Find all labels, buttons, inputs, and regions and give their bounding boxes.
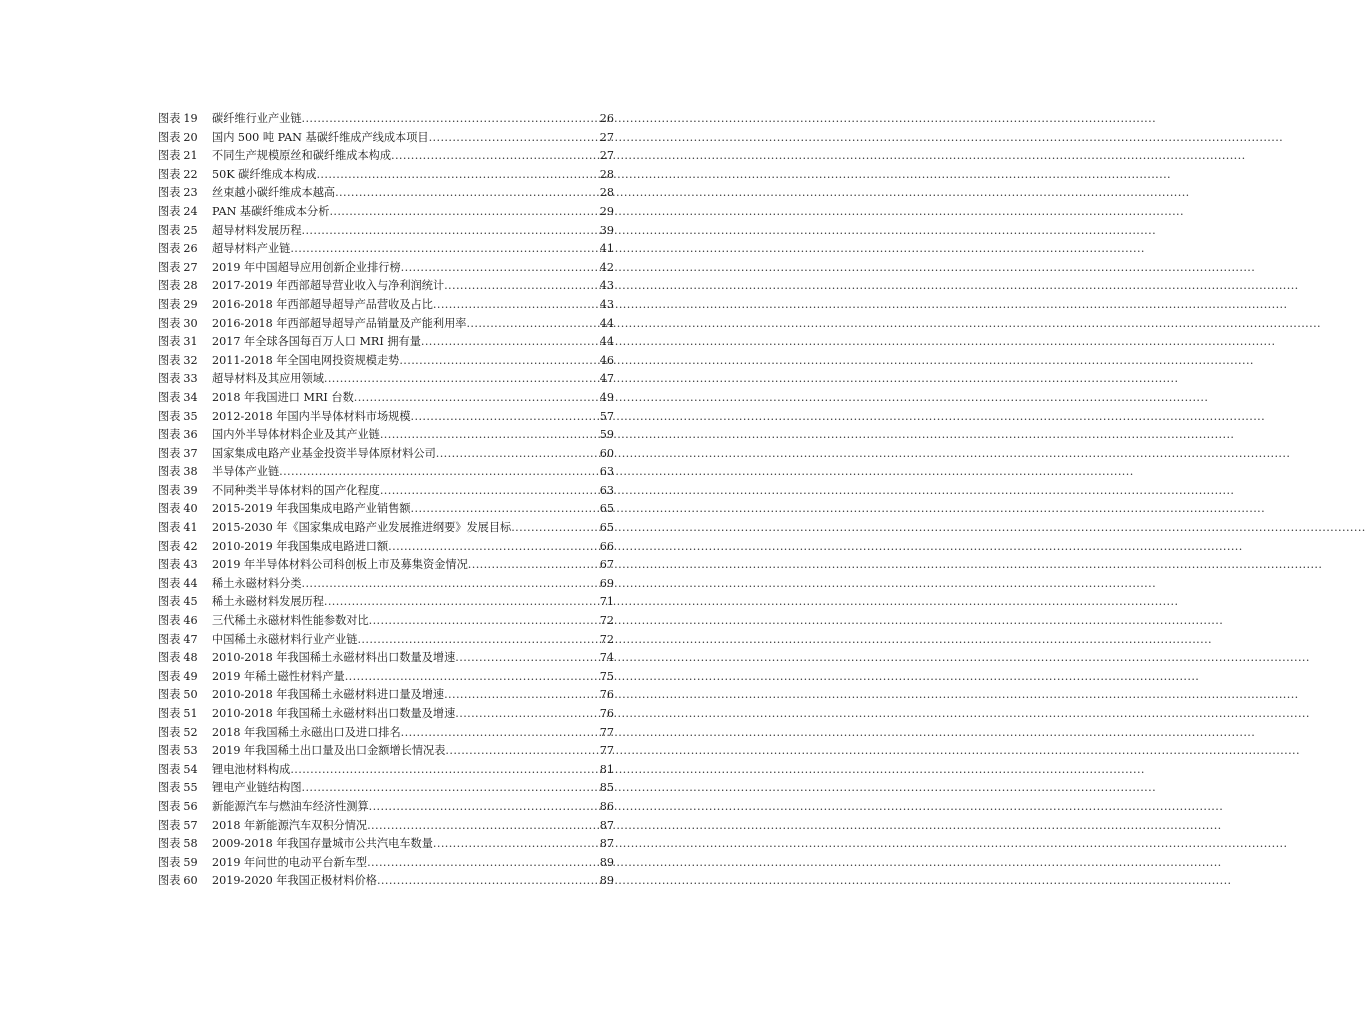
dot-leader bbox=[377, 872, 599, 891]
figure-title: 国内 500 吨 PAN 基碳纤维成产线成本项目 bbox=[212, 130, 429, 144]
figure-title: 2018 年我国进口 MRI 台数 bbox=[212, 390, 354, 404]
dot-leader bbox=[329, 203, 598, 222]
figure-label bbox=[158, 370, 212, 389]
toc-entry[interactable] bbox=[158, 761, 614, 780]
figure-label bbox=[158, 110, 212, 129]
figure-label bbox=[158, 315, 212, 334]
figure-number: 30 bbox=[183, 316, 198, 330]
page-number: 71 bbox=[599, 595, 614, 609]
figure-title: 半导体产业链 bbox=[212, 465, 280, 479]
figure-title: 不同种类半导体材料的国产化程度 bbox=[212, 483, 380, 497]
figure-label-prefix: 图表 bbox=[158, 707, 181, 720]
figure-label bbox=[158, 129, 212, 148]
dot-leader bbox=[388, 538, 599, 557]
page-number: 63 bbox=[599, 483, 614, 497]
dot-leader bbox=[369, 612, 599, 631]
figure-number: 59 bbox=[183, 855, 198, 869]
page-number: 39 bbox=[599, 223, 614, 237]
toc-entry[interactable] bbox=[158, 724, 614, 743]
figure-title: 2011-2018 年全国电网投资规模走势 bbox=[212, 353, 400, 367]
figure-label bbox=[158, 779, 212, 798]
page-number: 49 bbox=[599, 390, 614, 404]
dot-leader bbox=[324, 370, 599, 389]
dot-leader bbox=[335, 184, 599, 203]
figure-title: 丝束越小碳纤维成本越高 bbox=[212, 186, 336, 200]
figure-number: 22 bbox=[183, 167, 198, 181]
toc-entry[interactable] bbox=[158, 352, 614, 371]
figure-label bbox=[158, 724, 212, 743]
figure-label bbox=[158, 389, 212, 408]
toc-entry[interactable] bbox=[158, 798, 614, 817]
dot-leader bbox=[324, 593, 599, 612]
figure-label-prefix: 图表 bbox=[158, 744, 181, 758]
figure-label-prefix: 图表 bbox=[158, 409, 181, 423]
figure-label-prefix: 图表 bbox=[158, 669, 181, 683]
figure-number: 21 bbox=[183, 149, 198, 163]
dot-leader bbox=[401, 259, 599, 278]
figure-title: 2010-2018 年我国稀土永磁材料出口数量及增速 bbox=[212, 651, 456, 665]
page-number: 43 bbox=[599, 297, 614, 311]
figure-label-prefix: 图表 bbox=[158, 112, 181, 125]
figure-title: 2017-2019 年西部超导营业收入与净利润统计 bbox=[212, 279, 445, 293]
figure-label bbox=[158, 408, 212, 427]
figure-label-prefix: 图表 bbox=[158, 186, 181, 200]
figure-number: 51 bbox=[183, 707, 198, 720]
page-number: 42 bbox=[599, 260, 614, 274]
figure-number: 55 bbox=[183, 781, 198, 795]
toc-entry[interactable] bbox=[158, 408, 614, 427]
toc-entry[interactable] bbox=[158, 575, 614, 594]
dot-leader bbox=[401, 724, 599, 743]
figure-number: 47 bbox=[183, 632, 198, 646]
figure-title: 2019 年稀土磁性材料产量 bbox=[212, 669, 345, 683]
figure-label bbox=[158, 593, 212, 612]
figure-label-prefix: 图表 bbox=[158, 149, 181, 163]
page-number: 87 bbox=[599, 837, 614, 851]
figure-number: 48 bbox=[183, 651, 198, 665]
figure-title: 锂电池材料构成 bbox=[212, 762, 291, 776]
figure-title: 2017 年全球各国每百万人口 MRI 拥有量 bbox=[212, 335, 421, 349]
figure-title: 稀土永磁材料分类 bbox=[212, 576, 302, 590]
dot-leader bbox=[411, 408, 599, 427]
toc-entry[interactable] bbox=[158, 817, 614, 836]
figure-label-prefix: 图表 bbox=[158, 372, 181, 386]
figure-label-prefix: 图表 bbox=[158, 799, 181, 813]
page-number: 76 bbox=[599, 688, 614, 702]
figure-number: 31 bbox=[183, 335, 198, 349]
page-number: 72 bbox=[599, 614, 614, 628]
figure-title: 2019 年问世的电动平台新车型 bbox=[212, 855, 368, 869]
dot-leader bbox=[302, 110, 599, 129]
figure-label-prefix: 图表 bbox=[158, 781, 181, 795]
figure-label-prefix: 图表 bbox=[158, 762, 181, 776]
toc-entry[interactable] bbox=[158, 649, 614, 668]
dot-leader bbox=[444, 277, 599, 296]
page-number: 27 bbox=[599, 130, 614, 144]
figure-number: 28 bbox=[183, 279, 198, 293]
dot-leader bbox=[411, 500, 599, 519]
dot-leader bbox=[421, 333, 599, 352]
figure-title: 超导材料及其应用领域 bbox=[212, 372, 324, 386]
page-number: 60 bbox=[599, 446, 614, 460]
figure-label-prefix: 图表 bbox=[158, 446, 181, 460]
dot-leader bbox=[357, 631, 598, 650]
figure-label bbox=[158, 872, 212, 891]
figure-number: 56 bbox=[183, 799, 198, 813]
figure-title: 碳纤维行业产业链 bbox=[212, 112, 302, 125]
dot-leader bbox=[367, 817, 599, 836]
page-number: 44 bbox=[599, 335, 614, 349]
figure-label-prefix: 图表 bbox=[158, 576, 181, 590]
page-number: 72 bbox=[599, 632, 614, 646]
toc-entry[interactable] bbox=[158, 277, 614, 296]
figure-label bbox=[158, 668, 212, 687]
figure-label-prefix: 图表 bbox=[158, 558, 181, 572]
figure-label bbox=[158, 854, 212, 873]
figure-label bbox=[158, 482, 212, 501]
dot-leader bbox=[380, 426, 599, 445]
page-number: 47 bbox=[599, 372, 614, 386]
figure-label-prefix: 图表 bbox=[158, 595, 181, 609]
figure-title: 2019 年中国超导应用创新企业排行榜 bbox=[212, 260, 401, 274]
figure-label bbox=[158, 203, 212, 222]
figure-label bbox=[158, 222, 212, 241]
dot-leader bbox=[290, 240, 598, 259]
figure-label bbox=[158, 556, 212, 575]
figure-number: 36 bbox=[183, 428, 198, 442]
figure-title: 2016-2018 年西部超导超导产品营收及占比 bbox=[212, 297, 433, 311]
dot-leader bbox=[302, 222, 599, 241]
toc-entry[interactable] bbox=[158, 296, 614, 315]
toc-entry[interactable] bbox=[158, 854, 614, 873]
figure-title: 2010-2018 年我国稀土永磁材料进口量及增速 bbox=[212, 688, 445, 702]
page-number: 81 bbox=[599, 762, 614, 776]
page-number: 76 bbox=[599, 707, 614, 720]
table-of-figures bbox=[158, 110, 614, 891]
figure-label-prefix: 图表 bbox=[158, 297, 181, 311]
dot-leader bbox=[302, 575, 599, 594]
figure-label bbox=[158, 761, 212, 780]
figure-label bbox=[158, 742, 212, 761]
figure-number: 44 bbox=[183, 576, 198, 590]
figure-label bbox=[158, 352, 212, 371]
figure-title: 不同生产规模原丝和碳纤维成本构成 bbox=[212, 149, 392, 163]
figure-label-prefix: 图表 bbox=[158, 204, 181, 218]
figure-number: 25 bbox=[183, 223, 198, 237]
figure-title: 超导材料产业链 bbox=[212, 242, 291, 256]
figure-number: 37 bbox=[183, 446, 198, 460]
dot-leader bbox=[354, 389, 599, 408]
figure-number: 50 bbox=[183, 688, 198, 702]
page-number: 77 bbox=[599, 725, 614, 739]
figure-number: 29 bbox=[183, 297, 198, 311]
page-number: 29 bbox=[599, 204, 614, 218]
figure-label bbox=[158, 575, 212, 594]
figure-label-prefix: 图表 bbox=[158, 725, 181, 739]
toc-entry[interactable] bbox=[158, 129, 614, 148]
figure-label-prefix: 图表 bbox=[158, 167, 181, 181]
dot-leader bbox=[455, 649, 598, 668]
page-number: 85 bbox=[599, 781, 614, 795]
page-number: 77 bbox=[599, 744, 614, 758]
toc-entry[interactable] bbox=[158, 222, 614, 241]
page-number: 46 bbox=[599, 353, 614, 367]
dot-leader bbox=[433, 296, 599, 315]
figure-label-prefix: 图表 bbox=[158, 874, 181, 888]
figure-label bbox=[158, 184, 212, 203]
dot-leader bbox=[279, 463, 599, 482]
figure-title: 2018 年新能源汽车双积分情况 bbox=[212, 818, 368, 832]
page-number: 43 bbox=[599, 279, 614, 293]
dot-leader bbox=[391, 147, 599, 166]
figure-number: 34 bbox=[183, 390, 198, 404]
page-number: 75 bbox=[599, 669, 614, 683]
figure-number: 40 bbox=[183, 502, 198, 516]
toc-entry[interactable] bbox=[158, 184, 614, 203]
toc-entry[interactable] bbox=[158, 872, 614, 891]
figure-title: PAN 基碳纤维成本分析 bbox=[212, 204, 330, 218]
figure-number: 38 bbox=[183, 465, 198, 479]
figure-number: 24 bbox=[183, 204, 198, 218]
figure-title: 2012-2018 年国内半导体材料市场规模 bbox=[212, 409, 411, 423]
toc-entry[interactable] bbox=[158, 315, 614, 334]
dot-leader bbox=[367, 854, 599, 873]
dot-leader bbox=[436, 445, 599, 464]
figure-number: 57 bbox=[183, 818, 198, 832]
figure-label bbox=[158, 798, 212, 817]
figure-number: 23 bbox=[183, 186, 198, 200]
page-number: 41 bbox=[599, 242, 614, 256]
toc-entry[interactable] bbox=[158, 389, 614, 408]
figure-label bbox=[158, 519, 212, 538]
figure-number: 45 bbox=[183, 595, 198, 609]
figure-title: 超导材料发展历程 bbox=[212, 223, 302, 237]
figure-label-prefix: 图表 bbox=[158, 818, 181, 832]
figure-title: 中国稀土永磁材料行业产业链 bbox=[212, 632, 358, 646]
figure-label bbox=[158, 500, 212, 519]
dot-leader bbox=[429, 129, 599, 148]
figure-title: 2019-2020 年我国正极材料价格 bbox=[212, 874, 377, 888]
figure-label-prefix: 图表 bbox=[158, 390, 181, 404]
dot-leader bbox=[316, 166, 598, 185]
figure-title: 稀土永磁材料发展历程 bbox=[212, 595, 324, 609]
dot-leader bbox=[455, 705, 598, 724]
figure-label bbox=[158, 538, 212, 557]
dot-leader bbox=[369, 798, 599, 817]
figure-number: 32 bbox=[183, 353, 198, 367]
figure-label bbox=[158, 612, 212, 631]
page-number: 63 bbox=[599, 465, 614, 479]
page-number: 65 bbox=[599, 502, 614, 516]
toc-entry[interactable] bbox=[158, 370, 614, 389]
page-number: 67 bbox=[599, 558, 614, 572]
toc-entry[interactable] bbox=[158, 593, 614, 612]
figure-label-prefix: 图表 bbox=[158, 632, 181, 646]
page-number: 89 bbox=[599, 874, 614, 888]
figure-number: 52 bbox=[183, 725, 198, 739]
toc-entry[interactable] bbox=[158, 779, 614, 798]
figure-label-prefix: 图表 bbox=[158, 614, 181, 628]
toc-entry[interactable] bbox=[158, 668, 614, 687]
toc-entry[interactable] bbox=[158, 631, 614, 650]
figure-label-prefix: 图表 bbox=[158, 855, 181, 869]
figure-label bbox=[158, 240, 212, 259]
toc-entry[interactable] bbox=[158, 556, 614, 575]
page-number: 44 bbox=[599, 316, 614, 330]
figure-label bbox=[158, 835, 212, 854]
figure-title: 2016-2018 年西部超导超导产品销量及产能利用率 bbox=[212, 316, 467, 330]
figure-label-prefix: 图表 bbox=[158, 688, 181, 702]
dot-leader bbox=[468, 556, 599, 575]
dot-leader bbox=[345, 668, 599, 687]
figure-label bbox=[158, 277, 212, 296]
figure-number: 27 bbox=[183, 260, 198, 274]
toc-entry[interactable] bbox=[158, 166, 614, 185]
figure-label-prefix: 图表 bbox=[158, 223, 181, 237]
figure-number: 60 bbox=[183, 874, 198, 888]
page-number: 65 bbox=[599, 521, 614, 535]
figure-title: 2009-2018 年我国存量城市公共汽电车数量 bbox=[212, 837, 433, 851]
figure-label-prefix: 图表 bbox=[158, 279, 181, 293]
figure-number: 26 bbox=[183, 242, 198, 256]
page-number: 89 bbox=[599, 855, 614, 869]
page-number: 66 bbox=[599, 539, 614, 553]
figure-number: 53 bbox=[183, 744, 198, 758]
figure-label-prefix: 图表 bbox=[158, 428, 181, 442]
page-number: 26 bbox=[599, 112, 614, 125]
figure-title: 50K 碳纤维成本构成 bbox=[212, 167, 317, 181]
figure-title: 2019 年半导体材料公司科创板上市及募集资金情况 bbox=[212, 558, 468, 572]
toc-entry[interactable] bbox=[158, 463, 614, 482]
figure-label bbox=[158, 705, 212, 724]
figure-label-prefix: 图表 bbox=[158, 242, 181, 256]
figure-label-prefix: 图表 bbox=[158, 335, 181, 349]
figure-title: 新能源汽车与燃油车经济性测算 bbox=[212, 799, 369, 813]
figure-number: 54 bbox=[183, 762, 198, 776]
toc-entry[interactable] bbox=[158, 686, 614, 705]
figure-title: 国家集成电路产业基金投资半导体原材料公司 bbox=[212, 446, 436, 460]
page-number: 28 bbox=[599, 186, 614, 200]
toc-entry[interactable] bbox=[158, 147, 614, 166]
figure-label-prefix: 图表 bbox=[158, 130, 181, 144]
toc-entry[interactable] bbox=[158, 333, 614, 352]
page-number: 87 bbox=[599, 818, 614, 832]
figure-label-prefix: 图表 bbox=[158, 837, 181, 851]
figure-label-prefix: 图表 bbox=[158, 260, 181, 274]
toc-entry[interactable] bbox=[158, 705, 614, 724]
figure-label bbox=[158, 333, 212, 352]
toc-entry[interactable] bbox=[158, 203, 614, 222]
toc-entry[interactable] bbox=[158, 612, 614, 631]
figure-label-prefix: 图表 bbox=[158, 521, 181, 535]
figure-title: 国内外半导体材料企业及其产业链 bbox=[212, 428, 380, 442]
figure-title: 三代稀土永磁材料性能参数对比 bbox=[212, 614, 369, 628]
toc-entry[interactable] bbox=[158, 835, 614, 854]
toc-entry[interactable] bbox=[158, 519, 614, 538]
figure-label bbox=[158, 166, 212, 185]
dot-leader bbox=[302, 779, 599, 798]
figure-number: 41 bbox=[183, 521, 198, 535]
figure-number: 43 bbox=[183, 558, 198, 572]
dot-leader bbox=[466, 315, 598, 334]
figure-label-prefix: 图表 bbox=[158, 465, 181, 479]
figure-label-prefix: 图表 bbox=[158, 483, 181, 497]
toc-entry[interactable] bbox=[158, 426, 614, 445]
figure-number: 19 bbox=[183, 112, 198, 125]
figure-label-prefix: 图表 bbox=[158, 316, 181, 330]
figure-label-prefix: 图表 bbox=[158, 353, 181, 367]
figure-label bbox=[158, 463, 212, 482]
figure-number: 33 bbox=[183, 372, 198, 386]
toc-entry[interactable] bbox=[158, 500, 614, 519]
figure-number: 46 bbox=[183, 614, 198, 628]
dot-leader bbox=[511, 519, 599, 538]
figure-title: 2010-2019 年我国集成电路进口额 bbox=[212, 539, 389, 553]
dot-leader bbox=[380, 482, 599, 501]
figure-number: 42 bbox=[183, 539, 198, 553]
page-number: 86 bbox=[599, 799, 614, 813]
figure-number: 20 bbox=[183, 130, 198, 144]
figure-title: 2015-2030 年《国家集成电路产业发展推进纲要》发展目标 bbox=[212, 521, 512, 535]
figure-number: 39 bbox=[183, 483, 198, 497]
figure-number: 35 bbox=[183, 409, 198, 423]
figure-label bbox=[158, 426, 212, 445]
figure-title: 2019 年我国稀土出口量及出口金额增长情况表 bbox=[212, 744, 446, 758]
figure-label bbox=[158, 445, 212, 464]
page-number: 28 bbox=[599, 167, 614, 181]
dot-leader bbox=[444, 686, 599, 705]
figure-label bbox=[158, 649, 212, 668]
figure-label bbox=[158, 147, 212, 166]
figure-label-prefix: 图表 bbox=[158, 539, 181, 553]
page-number: 69 bbox=[599, 576, 614, 590]
toc-entry[interactable] bbox=[158, 240, 614, 259]
page-number: 27 bbox=[599, 149, 614, 163]
figure-number: 58 bbox=[183, 837, 198, 851]
figure-title: 2015-2019 年我国集成电路产业销售额 bbox=[212, 502, 411, 516]
figure-number: 49 bbox=[183, 669, 198, 683]
toc-entry[interactable] bbox=[158, 110, 614, 129]
figure-title: 2010-2018 年我国稀土永磁材料出口数量及增速 bbox=[212, 707, 456, 720]
figure-title: 2018 年我国稀土永磁出口及进口排名 bbox=[212, 725, 401, 739]
dot-leader bbox=[445, 742, 598, 761]
toc-entry[interactable] bbox=[158, 482, 614, 501]
figure-label bbox=[158, 259, 212, 278]
figure-label-prefix: 图表 bbox=[158, 502, 181, 516]
toc-entry[interactable] bbox=[158, 742, 614, 761]
toc-entry[interactable] bbox=[158, 445, 614, 464]
figure-label-prefix: 图表 bbox=[158, 651, 181, 665]
figure-label bbox=[158, 686, 212, 705]
page-number: 57 bbox=[599, 409, 614, 423]
toc-entry[interactable] bbox=[158, 259, 614, 278]
toc-entry[interactable] bbox=[158, 538, 614, 557]
dot-leader bbox=[290, 761, 598, 780]
page-number: 74 bbox=[599, 651, 614, 665]
dot-leader bbox=[399, 352, 598, 371]
page-number: 59 bbox=[599, 428, 614, 442]
dot-leader bbox=[433, 835, 599, 854]
figure-label bbox=[158, 631, 212, 650]
figure-label bbox=[158, 817, 212, 836]
figure-label bbox=[158, 296, 212, 315]
figure-title: 锂电产业链结构图 bbox=[212, 781, 302, 795]
